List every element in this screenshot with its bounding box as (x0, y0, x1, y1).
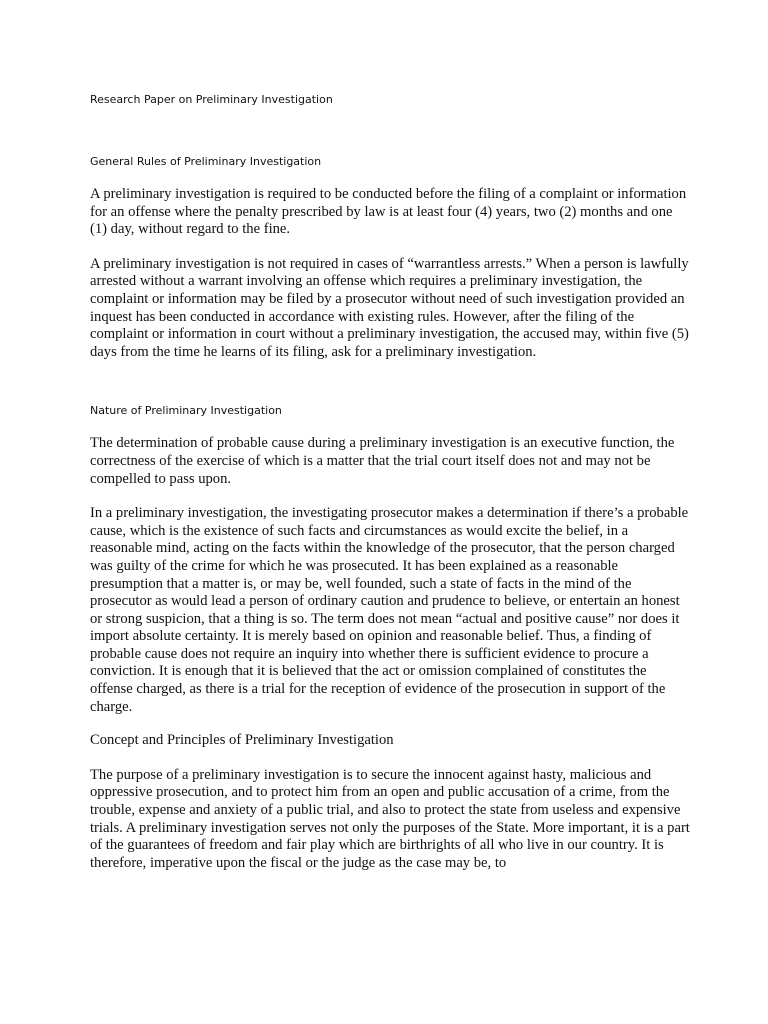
section-heading-general-rules: General Rules of Preliminary Investigation (90, 155, 322, 168)
paragraph: The purpose of a preliminary investigation is to secure the innocent against hasty, malicious and oppressive prosecution, and to protect him from an open and public accusation of a crime, from the trouble, expense and anxiety of a public trial, and also to protect the state from useless and expensive trials. A preliminary investigation serves not only the purposes of the State. More important, it is a part of the guarantees of freedom and fair play which are birthrights of all who live in our country. It is therefore, imperative upon the fiscal or the judge as the case may be, to (90, 766, 690, 871)
paragraph: The determination of probable cause during a preliminary investigation is an executive function, the correctness of the exercise of which is a matter that the trial court itself does not and may not be compelled to pass upon. (90, 435, 675, 487)
paragraph: A preliminary investigation is required to be conducted before the filing of a complaint or information for an offense where the penalty prescribed by law is at least four (4) years, two (2) months and one (1) day, without regard to the fine. (90, 186, 687, 238)
document-body (90, 92, 692, 872)
document-title: Research Paper on Preliminary Investigation (90, 93, 333, 106)
paragraph: In a preliminary investigation, the investigating prosecutor makes a determination if there’s a probable cause, which is the existence of such facts and circumstances as would excite the belief, in a reasonable mind, acting on the facts within the knowledge of the prosecutor, that the person charged was guilty of the crime for which he was prosecuted. It has been explained as a reasonable presumption that a matter is, or may be, well founded, such a state of facts in the mind of the prosecutor as would lead a person of ordinary caution and prudence to believe, or entertain an honest or strong suspicion, that a thing is so. The term does not mean “actual and positive cause” nor does it import absolute certainty. It is merely based on opinion and reasonable belief. Thus, a finding of probable cause does not require an inquiry into whether there is sufficient evidence to procure a conviction. It is enough that it is believed that the act or omission complained of constitutes the offense charged, as there is a trial for the reception of evidence of the prosecution in support of the charge. (90, 505, 689, 715)
paragraph: A preliminary investigation is not required in cases of “warrantless arrests.” When a person is lawfully arrested without a warrant involving an offense which requires a preliminary investigation, the complaint or information may be filed by a prosecutor without need of such investigation provided an inquest has been conducted in accordance with existing rules. However, after the filing of the complaint or information in court without a preliminary investigation, the accused may, within five (5) days from the time he learns of its filing, ask for a preliminary investigation. (90, 255, 689, 360)
section-heading-nature: Nature of Preliminary Investigation (90, 404, 282, 418)
section-heading-concept-principles: Concept and Principles of Preliminary Investigation (90, 732, 394, 749)
